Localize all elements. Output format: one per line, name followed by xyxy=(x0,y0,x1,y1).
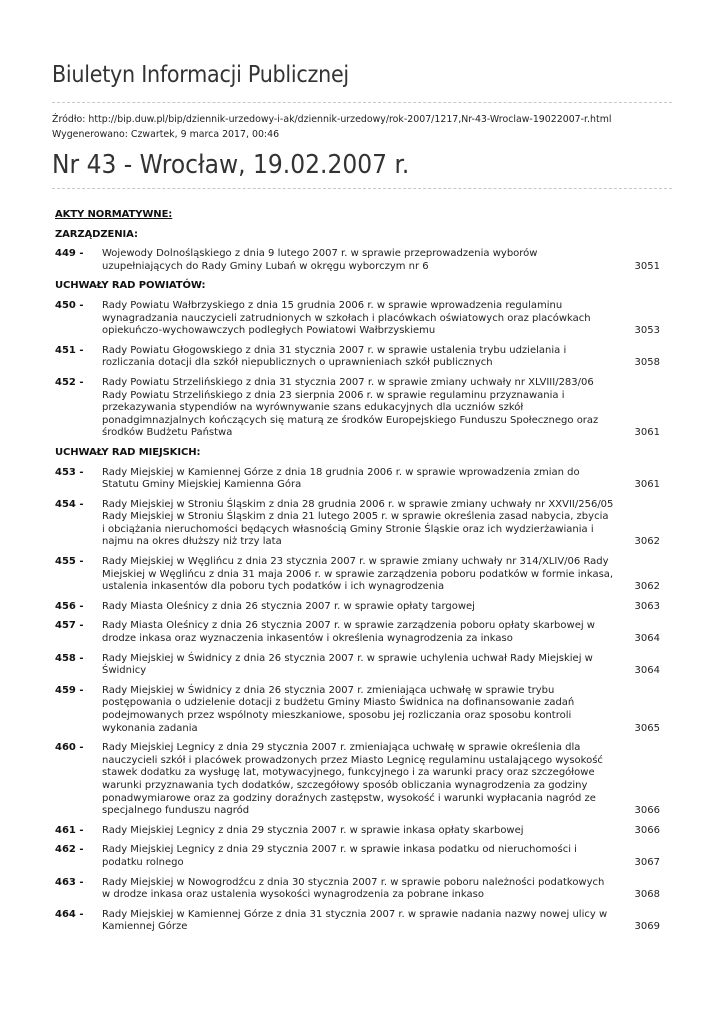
entry-title[interactable]: Rady Miasta Oleśnicy z dnia 26 stycznia 2007 r. w sprawie opłaty targowej xyxy=(102,600,475,612)
list-item[interactable] xyxy=(55,601,660,614)
site-title: Biuletyn Informacji Publicznej xyxy=(52,62,349,88)
entry-number: 451 - xyxy=(55,344,84,356)
entry-title[interactable]: Wojewody Dolnośląskiego z dnia 9 lutego 2007 r. w sprawie przeprowadzenia wyborów uzupełniających do Rady Gminy Lubań w okręgu wyborczym nr 6 xyxy=(102,248,538,272)
entry-page-number: 3066 xyxy=(634,824,660,836)
table-of-contents xyxy=(55,209,660,941)
entry-number: 452 - xyxy=(55,376,84,388)
list-item[interactable] xyxy=(55,620,660,645)
section-heading: ZARZĄDZENIA: xyxy=(55,228,138,240)
entry-page-number: 3063 xyxy=(634,600,660,612)
list-item[interactable] xyxy=(55,653,660,678)
entry-number: 454 - xyxy=(55,498,84,510)
entry-page-number: 3067 xyxy=(634,856,660,868)
entry-title[interactable]: Rady Powiatu Wałbrzyskiego z dnia 15 grudnia 2006 r. w sprawie wprowadzenia regulaminu wynagradzania nauczycieli zatrudnionych w szkołach i placówkach oświatowych oraz placówkach opiekuńczo-wychowawczych podległych Powiatowi Wałbrzyskiemu xyxy=(102,299,591,337)
entry-number: 460 - xyxy=(55,742,84,754)
entry-title[interactable]: Rady Miejskiej Legnicy z dnia 29 stycznia 2007 r. w sprawie inkasa opłaty skarbowej xyxy=(102,824,524,836)
entry-number: 450 - xyxy=(55,299,84,311)
entry-number: 464 - xyxy=(55,908,84,920)
entry-title[interactable]: Rady Powiatu Strzelińskiego z dnia 31 stycznia 2007 r. w sprawie zmiany uchwały nr XLVIII/283/06 Rady Powiatu Strzelińskiego z dnia 23 sierpnia 2006 r. w sprawie regulaminu przyznawania i przekazywania stypendiów na wyrównywanie szans edukacyjnych dla uczniów szkół ponadgimnazjalnych kończących się maturą ze środków Europejskiego Funduszu Społecznego oraz środków Budżetu Państwa xyxy=(102,376,599,439)
entry-title[interactable]: Rady Miejskiej w Węglińcu z dnia 23 stycznia 2007 r. w sprawie zmiany uchwały nr 314/XLIV/06 Rady Miejskiej w Węglińcu z dnia 31 maja 2006 r. w sprawie zarządzenia poboru podatków w formie inkasa, ustalenia inkasentów dla poboru tych podatków i ich wynagrodzenia xyxy=(102,556,614,593)
entry-title[interactable]: Rady Miasta Oleśnicy z dnia 26 stycznia 2007 r. w sprawie zarządzenia poboru opłaty skarbowej w drodze inkasa oraz wyznaczenia inkasentów i określenia wynagrodzenia za inkaso xyxy=(102,620,595,645)
entry-page-number: 3061 xyxy=(634,479,660,491)
entry-number: 456 - xyxy=(55,600,84,612)
entry-number: 462 - xyxy=(55,844,84,856)
entry-page-number: 3062 xyxy=(634,581,660,593)
list-item[interactable] xyxy=(55,844,660,869)
list-item[interactable] xyxy=(55,556,660,594)
list-item[interactable] xyxy=(55,742,660,818)
entry-title[interactable]: Rady Miejskiej Legnicy z dnia 29 stycznia 2007 r. zmieniająca uchwałę w sprawie określenia dla nauczycieli szkół i placówek prowadzonych przez Miasto Legnicę regulaminu ustalającego wysokość stawek dodatku za wysługę lat, motywacyjnego, funkcyjnego i za warunki pracy oraz szczegółowe warunki przyznawania tych dodatków, szczegółowy sposób obliczania wynagrodzenia za godziny ponadwymiarowe oraz za godziny doraźnych zastępstw, wysokość i warunki wypłacania nagród ze specjalnego funduszu nagród xyxy=(102,742,603,817)
section-heading: UCHWAŁY RAD MIEJSKICH: xyxy=(55,446,201,458)
entry-number: 455 - xyxy=(55,556,84,568)
entry-title[interactable]: Rady Miejskiej w Nowogrodźcu z dnia 30 stycznia 2007 r. w sprawie poboru należności podatkowych w drodze inkasa oraz ustalenia wysokości wynagrodzenia za pobrane inkaso xyxy=(102,876,605,901)
entry-page-number: 3058 xyxy=(634,357,660,369)
entry-title[interactable]: Rady Miejskiej w Kamiennej Górze z dnia 18 grudnia 2006 r. w sprawie wprowadzenia zmian do Statutu Gminy Miejskiej Kamienna Góra xyxy=(102,466,580,491)
entry-title[interactable]: Rady Miejskiej w Kamiennej Górze z dnia 31 stycznia 2007 r. w sprawie nadania nazwy nowej ulicy w Kamiennej Górze xyxy=(102,908,608,933)
entry-title[interactable]: Rady Miejskiej w Świdnicy z dnia 26 stycznia 2007 r. zmieniająca uchwałę w sprawie trybu postępowania o udzielenie dotacji z budżetu Gminy Miasto Świdnica na dofinansowanie zadań podejmowanych przez wspólnoty mieszkaniowe, sposobu jej rozliczania oraz sposobu kontroli wykonania zadania xyxy=(102,684,575,734)
entry-number: 459 - xyxy=(55,684,84,696)
entry-title[interactable]: Rady Miejskiej w Stroniu Śląskim z dnia 28 grudnia 2006 r. w sprawie zmiany uchwały nr XXVII/256/05 Rady Miejskiej w Stroniu Śląskim z dnia 21 lutego 2005 r. w sprawie określenia zasad nabycia, zbycia i obciążania nieruchomości będących własnością Gminy Stronie Śląskie oraz ich wydzierżawiania i najmu na okres dłuższy niż trzy lata xyxy=(102,498,614,548)
list-item[interactable] xyxy=(55,825,660,838)
entry-title[interactable]: Rady Miejskiej w Świdnicy z dnia 26 stycznia 2007 r. w sprawie uchylenia uchwał Rady Miejskiej w Świdnicy xyxy=(102,652,593,677)
entry-page-number: 3053 xyxy=(634,325,660,337)
entry-page-number: 3069 xyxy=(634,921,660,933)
entry-number: 457 - xyxy=(55,620,84,632)
entry-number: 453 - xyxy=(55,466,84,478)
list-item[interactable] xyxy=(55,345,660,370)
list-item[interactable] xyxy=(55,499,660,549)
entry-page-number: 3064 xyxy=(634,665,660,677)
list-item[interactable] xyxy=(55,877,660,902)
list-item[interactable] xyxy=(55,467,660,492)
entry-number: 463 - xyxy=(55,876,84,888)
list-item[interactable] xyxy=(55,909,660,934)
issue-divider xyxy=(52,188,672,189)
section-heading: AKTY NORMATYWNE: xyxy=(55,209,173,220)
entry-title[interactable]: Rady Miejskiej Legnicy z dnia 29 stycznia 2007 r. w sprawie inkasa podatku od nieruchomości i podatku rolnego xyxy=(102,844,577,868)
entry-page-number: 3051 xyxy=(634,260,660,272)
entry-number: 449 - xyxy=(55,248,84,260)
entry-page-number: 3062 xyxy=(634,536,660,548)
entry-number: 461 - xyxy=(55,824,84,836)
section-heading: UCHWAŁY RAD POWIATÓW: xyxy=(55,280,206,292)
header-divider xyxy=(52,102,672,103)
source-line: Źródło: http://bip.duw.pl/bip/dziennik-urzedowy-i-ak/dziennik-urzedowy/rok-2007/1217,Nr-43-Wroclaw-19022007-r.html xyxy=(52,114,612,125)
entry-page-number: 3066 xyxy=(634,805,660,817)
list-item[interactable] xyxy=(55,300,660,338)
list-item[interactable] xyxy=(55,685,660,735)
entry-page-number: 3061 xyxy=(634,427,660,439)
entry-page-number: 3065 xyxy=(634,722,660,734)
issue-title: Nr 43 - Wrocław, 19.02.2007 r. xyxy=(52,150,410,180)
list-item[interactable] xyxy=(55,248,660,273)
entry-title[interactable]: Rady Powiatu Głogowskiego z dnia 31 stycznia 2007 r. w sprawie ustalenia trybu udzielania i rozliczania dotacji dla szkół niepublicznych o uprawnieniach szkół publicznych xyxy=(102,344,567,369)
entry-page-number: 3068 xyxy=(634,889,660,901)
entry-number: 458 - xyxy=(55,652,84,664)
list-item[interactable] xyxy=(55,377,660,440)
entry-page-number: 3064 xyxy=(634,633,660,645)
generated-line: Wygenerowano: Czwartek, 9 marca 2017, 00:46 xyxy=(52,129,280,140)
